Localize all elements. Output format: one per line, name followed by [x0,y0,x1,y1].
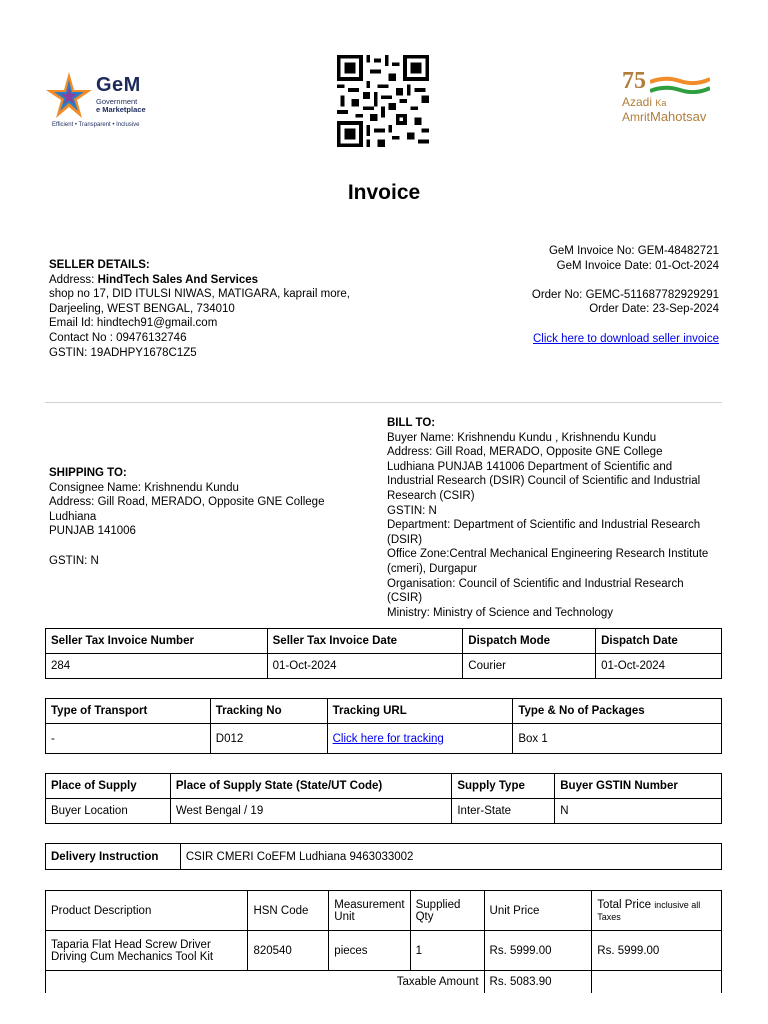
seller-details [49,258,350,360]
order-date: Order Date: 23-Sep-2024 [589,303,719,316]
delivery-instruction-label: Delivery Instruction [46,844,181,870]
bill-office-line1: Office Zone:Central Mechanical Engineering Research Institute [387,548,709,561]
product-table [45,890,722,993]
header-seller-tax-invoice-number: Seller Tax Invoice Number [46,629,268,654]
header-supplied-qty: Supplied Qty [410,891,484,931]
bill-org-line1: Organisation: Council of Scientific and Industrial Research [387,577,684,590]
packages: Box 1 [513,724,722,754]
bill-to-heading: BILL TO: [387,417,436,429]
header-dispatch-mode: Dispatch Mode [463,629,596,654]
download-seller-invoice-link[interactable]: Click here to download seller invoice [532,332,719,345]
supply-table [45,773,722,824]
table-header-row [46,774,722,799]
invoice-number: GeM Invoice No: GEM-48482721 [548,245,719,257]
shipping-gstin: GSTIN: N [49,554,99,567]
header-measurement-unit: Measurement Unit [329,891,410,931]
seller-heading: SELLER DETAILS: [49,259,150,271]
bill-gstin: GSTIN: N [387,504,437,517]
header-seller-tax-invoice-date: Seller Tax Invoice Date [267,629,463,654]
header-place-of-supply-state: Place of Supply State (State/UT Code) [170,774,452,799]
taxable-amount-value: Rs. 5083.90 [484,971,592,993]
bill-org-line2: (CSIR) [387,592,423,605]
type-of-transport: - [46,724,211,754]
bill-address-line2: Ludhiana PUNJAB 141006 Department of Scientific and [387,460,673,473]
place-of-supply: Buyer Location [46,799,171,824]
shipping-address-line3: PUNJAB 141006 [49,525,136,538]
qr-code-icon [334,55,432,147]
transport-table [45,698,722,754]
product-hsn-code: 820540 [248,931,329,971]
bill-address-line4: Research (CSIR) [387,489,475,502]
bill-address-line1: Address: Gill Road, MERADO, Opposite GNE College [387,446,663,459]
delivery-instruction-value: CSIR CMERI CoEFM Ludhiana 9463033002 [180,844,721,870]
header-tracking-no: Tracking No [210,699,327,724]
bill-to-details [387,416,723,620]
delivery-instruction-table [45,843,722,870]
seller-tax-invoice-date: 01-Oct-2024 [267,654,463,679]
bill-address-line3: Industrial Research (DSIR) Council of Scientific and Industrial [387,475,701,488]
place-of-supply-state: West Bengal / 19 [170,799,452,824]
product-unit-price: Rs. 5999.00 [484,931,592,971]
azadi-text: Azadi Ka AmritMahotsav [622,95,707,124]
header-place-of-supply: Place of Supply [46,774,171,799]
seller-address-line2: Darjeeling, WEST BENGAL, 734010 [49,302,235,315]
header-dispatch-date: Dispatch Date [596,629,722,654]
seller-email: Email Id: hindtech91@gmail.com [49,317,218,330]
seller-address-label-line: Address: HindTech Sales And Services [49,273,258,286]
gem-subtitle: Government e Marketplace [96,97,146,114]
header-product-description: Product Description [46,891,248,931]
product-supplied-qty: 1 [410,931,484,971]
page-title: Invoice [347,181,421,204]
header-hsn-code: HSN Code [248,891,329,931]
table-row [46,931,722,971]
bill-department-line1: Department: Department of Scientific and Industrial Research [387,519,701,532]
bill-department-line2: (DSIR) [387,533,423,546]
flag-wave-icon [650,76,710,94]
tracking-no: D012 [210,724,327,754]
shipping-details [49,466,324,568]
shipping-address-line2: Ludhiana [49,510,97,523]
header-unit-price: Unit Price [484,891,592,931]
seller-tax-invoice-number: 284 [46,654,268,679]
table-row [46,799,722,824]
seller-gstin: GSTIN: 19ADHPY1678C1Z5 [49,346,197,359]
buyer-gstin-number: N [555,799,722,824]
header-tracking-url: Tracking URL [327,699,513,724]
header-packages: Type & No of Packages [513,699,722,724]
taxable-amount-row [46,971,722,993]
header-total-price: Total Price inclusive all Taxes [592,891,722,931]
table-header-row [46,629,722,654]
divider [45,402,722,403]
header-supply-type: Supply Type [452,774,555,799]
table-header-row [46,891,722,931]
tax-invoice-table [45,628,722,679]
azadi-logo [620,70,724,132]
supply-type: Inter-State [452,799,555,824]
table-row [46,724,722,754]
shipping-heading: SHIPPING TO: [49,467,127,479]
azadi-number: 75 [622,68,646,94]
tracking-link[interactable]: Click here for tracking [332,732,444,745]
gem-name: GeM [96,74,141,96]
bill-office-line2: (cmeri), Durgapur [387,562,478,575]
consignee-name: Consignee Name: Krishnendu Kundu [49,481,239,494]
order-number: Order No: GEMC-511687782929291 [531,288,719,301]
header-buyer-gstin: Buyer GSTIN Number [555,774,722,799]
table-header-row [46,699,722,724]
product-description: Taparia Flat Head Screw Driver Driving Cum Mechanics Tool Kit [46,931,248,971]
header-type-of-transport: Type of Transport [46,699,211,724]
invoice-meta [532,244,719,346]
shipping-address-line1: Address: Gill Road, MERADO, Opposite GNE College [49,496,325,509]
table-row [46,654,722,679]
buyer-name: Buyer Name: Krishnendu Kundu , Krishnendu Kundu [387,431,657,444]
gem-star-icon [44,70,94,120]
dispatch-mode: Courier [463,654,596,679]
seller-contact: Contact No : 09476132746 [49,331,187,344]
invoice-date: GeM Invoice Date: 01-Oct-2024 [556,259,719,272]
gem-tagline: Efficient • Transparent • Inclusive [52,122,140,128]
product-measurement-unit: pieces [329,931,410,971]
product-total-price: Rs. 5999.00 [592,931,722,971]
gem-logo [44,70,174,132]
taxable-amount-label: Taxable Amount [46,971,485,993]
seller-address-line1: shop no 17, DID ITULSI NIWAS, MATIGARA, kaprail more, [49,288,351,301]
table-row [46,844,722,870]
bill-ministry: Ministry: Ministry of Science and Technology [387,606,614,619]
dispatch-date: 01-Oct-2024 [596,654,722,679]
seller-name: HindTech Sales And Services [97,273,258,286]
total-price-note: inclusive all Taxes [597,899,701,922]
